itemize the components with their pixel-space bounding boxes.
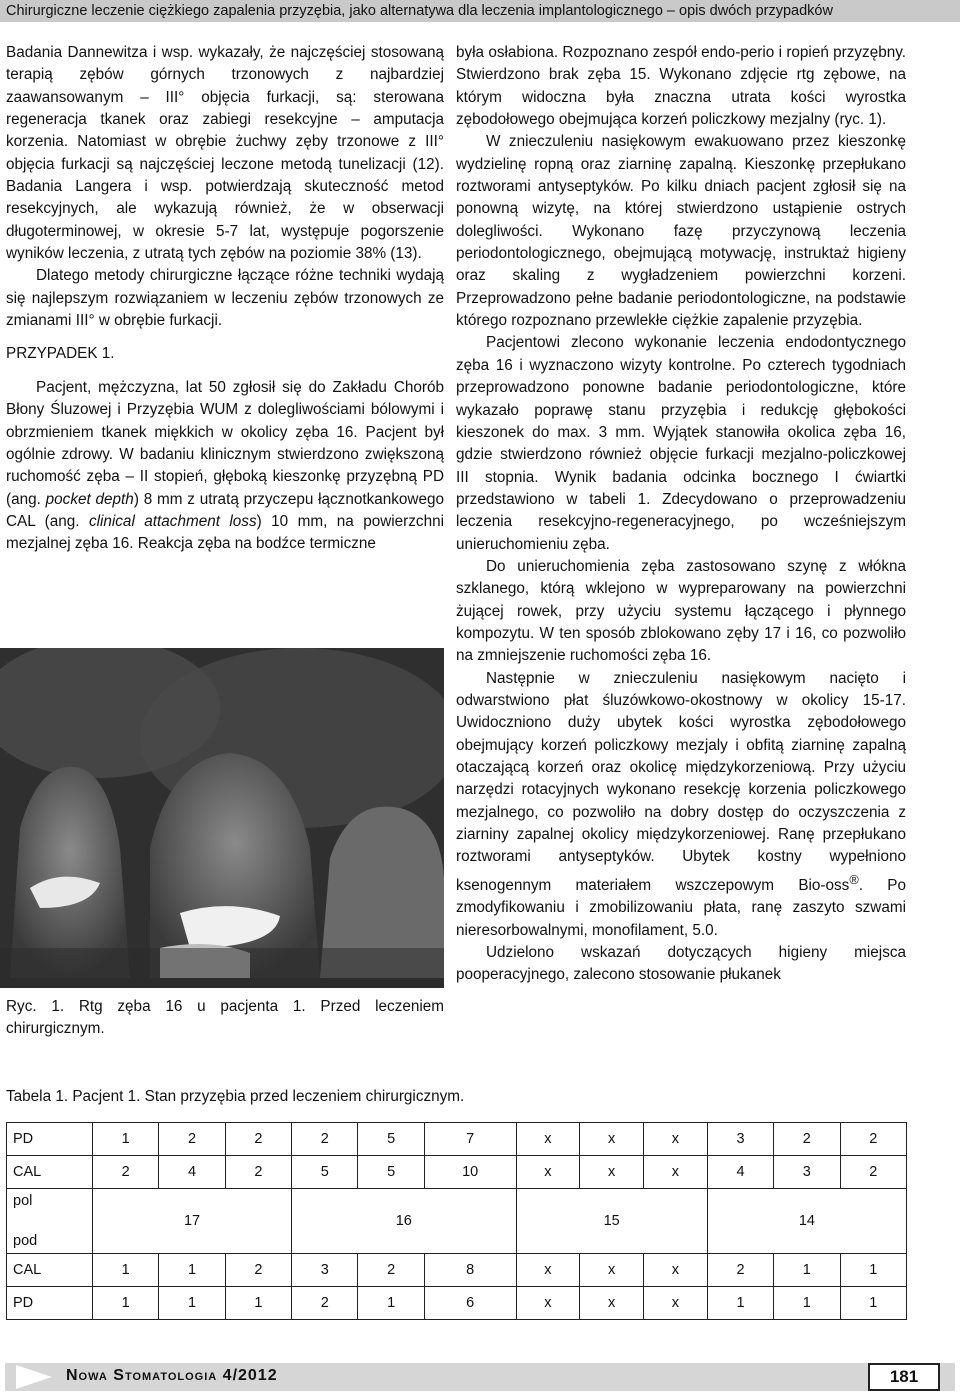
table-cell: x <box>644 1287 708 1320</box>
page-number: 181 <box>868 1363 940 1391</box>
right-column <box>456 42 906 987</box>
tooth-number: 15 <box>516 1189 707 1254</box>
table-cell: 2 <box>225 1123 291 1156</box>
table-row <box>7 1156 907 1189</box>
table-cell: 1 <box>93 1123 159 1156</box>
arrow-icon <box>16 1365 52 1389</box>
table-cell: x <box>644 1123 708 1156</box>
table-cell: 3 <box>292 1254 358 1287</box>
table-cell: 1 <box>840 1254 906 1287</box>
running-title: Chirurgiczne leczenie ciężkiego zapalenia przyzębia, jako alternatywa dla leczenia implantologicznego – opis dwóch przypadków <box>6 3 833 19</box>
registered-mark: ® <box>849 871 859 887</box>
table-cell: 7 <box>424 1123 516 1156</box>
row-label: CAL <box>7 1156 93 1189</box>
paragraph: Pacjentowi zlecono wykonanie leczenia endodontycznego zęba 16 i wyznaczono wizyty kontrolne. Po czterech tygodniach przeprowadzono ponowne badanie periodontologiczne, które wykazało poprawę stanu przyzębia i redukcję głębokości kieszonek do max. 3 mm. Wyjątek stanowiła okolica zęba 16, gdzie stwierdzono również objęcie furkacji mezjalno-policzkowej III stopnia. Wynik badania odcinka bocznego I ćwiartki przedstawiono w tabeli 1. Zdecydowano o przeprowadzeniu leczenia resekcyjno-regeneracyjnego, po wcześniejszym unieruchomieniu zęba. <box>456 334 906 553</box>
table-cell: 5 <box>358 1156 424 1189</box>
table-cell: 2 <box>774 1123 840 1156</box>
table-cell: 3 <box>707 1123 773 1156</box>
table-cell: 1 <box>93 1254 159 1287</box>
paragraph: była osłabiona. Rozpoznano zespół endo-perio i ropień przyzębny. Stwierdzono brak zęba 15. Wykonano zdjęcie rtg zębowe, na którym widoczna była znaczna utrata kości wyrostka zębodołowego obejmująca korzeń policzkowy mezjalny (ryc. 1). <box>456 44 906 129</box>
table-cell: 4 <box>707 1156 773 1189</box>
table-cell: x <box>644 1156 708 1189</box>
table-cell: 2 <box>840 1156 906 1189</box>
table-cell: 1 <box>358 1287 424 1320</box>
table-cell: 2 <box>292 1287 358 1320</box>
periodontal-table <box>6 1122 907 1320</box>
paragraph: Badania Dannewitza i wsp. wykazały, że najczęściej stosowaną terapią zębów górnych trzonowych z najbardziej zaawansowanym – III° objęcia furkacji, są: sterowana regeneracja tkanek oraz zabiegi resekcyjne – amputacja korzenia. Natomiast w obrębie żuchwy zęby trzonowe z III° objęcia furkacji są najczęściej leczone metodą tunelizacji (12). Badania Langera i wsp. potwierdzają skuteczność metod resekcyjnych, ale wykazują również, że w obserwacji długoterminowej, w okresie 5-7 lat, występuje pogorszenie wyników leczenia, z utratą tych zębów na poziomie 38% (13). <box>6 44 444 263</box>
table-cell: 2 <box>840 1123 906 1156</box>
table-cell: 10 <box>424 1156 516 1189</box>
table-cell: x <box>516 1123 580 1156</box>
table-cell: 2 <box>225 1156 291 1189</box>
table-cell: x <box>580 1123 644 1156</box>
case-paragraph: Pacjent, mężczyzna, lat 50 zgłosił się do Zakładu Chorób Błony Śluzowej i Przyzębia WUM z dolegliwościami bólowymi i obrzmieniem tkanek miękkich w okolicy zęba 16. Pacjent był ogólnie zdrowy. W badaniu klinicznym stwierdzono zwiększoną ruchomość zęba – II stopień, głęboką kieszonkę przyzębną PD (ang. pocket depth) 8 mm z utratą przyczepu łącznotkankowego CAL (ang. clinical attachment loss) 10 mm, na powierzchni mezjalnej zęba 16. Reakcja zęba na bodźce termiczne <box>6 378 444 553</box>
table-row <box>7 1287 907 1320</box>
running-header <box>0 0 960 22</box>
table-row <box>7 1254 907 1287</box>
paragraph: Udzielono wskazań dotyczących higieny miejsca pooperacyjnego, zalecono stosowanie płukanek <box>456 943 906 984</box>
paragraph: Do unieruchomienia zęba zastosowano szynę z włókna szklanego, którą wklejono w wypreparowany na powierzchni żującej rowek, przy użyciu systemu łączącego i płynnego kompozytu. W ten sposób zblokowano zęby 17 i 16, co pozwoliło na zmniejszenie ruchomości zęba 16. <box>456 557 906 665</box>
row-label: CAL <box>7 1254 93 1287</box>
table-cell: 2 <box>292 1123 358 1156</box>
table-cell: 8 <box>424 1254 516 1287</box>
term: pocket depth <box>45 490 134 508</box>
table-cell: 1 <box>774 1254 840 1287</box>
section-heading: PRZYPADEK 1. <box>6 345 115 363</box>
table-cell: x <box>580 1254 644 1287</box>
xray-image <box>0 648 444 988</box>
table-caption: Tabela 1. Pacjent 1. Stan przyzębia przed leczeniem chirurgicznym. <box>6 1088 465 1105</box>
table-cell: x <box>516 1254 580 1287</box>
figure-caption: Ryc. 1. Rtg zęba 16 u pacjenta 1. Przed leczeniem chirurgicznym. <box>6 998 444 1038</box>
paragraph: W znieczuleniu nasiękowym ewakuowano przez kieszonkę wydzielinę ropną oraz ziarninę zapalną. Kieszonkę przepłukano roztworami antyseptyków. Po kilku dniach pacjent zgłosił się na ponowną wizytę, na której stwierdzono ustąpienie ostrych dolegliwości. Wykonano fazę przyczynową leczenia periodontologicznego, obejmującą motywację, instruktaż higieny oraz skaling z wygładzeniem powierzchni korzeni. Przeprowadzono pełne badanie periodontologiczne, na podstawie którego rozpoznano przewlekłe ciężkie zapalenie przyzębia. <box>456 133 906 330</box>
table-cell: 5 <box>292 1156 358 1189</box>
table-cell: 1 <box>707 1287 773 1320</box>
row-label: PD <box>7 1123 93 1156</box>
row-label: PD <box>7 1287 93 1320</box>
table-cell: 5 <box>358 1123 424 1156</box>
table-cell: 4 <box>159 1156 225 1189</box>
tooth-number: 17 <box>93 1189 292 1254</box>
table-cell: 2 <box>159 1123 225 1156</box>
table-cell: 1 <box>159 1287 225 1320</box>
table-cell: x <box>644 1254 708 1287</box>
journal-title: Nowa Stomatologia 4/2012 <box>66 1367 278 1384</box>
table-cell: 3 <box>774 1156 840 1189</box>
table-row <box>7 1123 907 1156</box>
left-column <box>6 42 444 556</box>
table-cell: x <box>580 1156 644 1189</box>
table-row-teeth <box>7 1189 907 1254</box>
term: clinical attachment loss <box>88 512 257 530</box>
row-label: pol pod <box>7 1189 93 1254</box>
table-cell: x <box>580 1287 644 1320</box>
table-cell: 2 <box>225 1254 291 1287</box>
table-cell: 1 <box>774 1287 840 1320</box>
table-cell: 1 <box>840 1287 906 1320</box>
tooth-number: 16 <box>292 1189 516 1254</box>
table-cell: 6 <box>424 1287 516 1320</box>
table-cell: x <box>516 1287 580 1320</box>
table-cell: 1 <box>225 1287 291 1320</box>
table-cell: 1 <box>159 1254 225 1287</box>
paragraph: Dlatego metody chirurgiczne łączące różne techniki wydają się najlepszym rozwiązaniem w leczeniu zębów trzonowych ze zmianami III° w obrębie furkacji. <box>6 267 444 330</box>
table-cell: 1 <box>93 1287 159 1320</box>
table-cell: 2 <box>707 1254 773 1287</box>
table-cell: 2 <box>358 1254 424 1287</box>
tooth-number: 14 <box>707 1189 906 1254</box>
table-cell: 2 <box>93 1156 159 1189</box>
paragraph: Następnie w znieczuleniu nasiękowym nacięto i odwarstwiono płat śluzówkowo-okostnowy w okolicy 15-17. Uwidoczniono duży ubytek kości wyrostka zębodołowego obejmujący korzeń policzkowy mezjaly i obfitą ziarninę zapalną otaczającą korzeń oraz okolicę międzykorzeniową. Przy użyciu narzędzi rotacyjnych wykonano resekcję korzenia policzkowego mezjalnego, co pozwoliło na dobry dostęp do oczyszczenia z ziarniny zapalnej okolicy międzykorzeniowej. Ranę przepłukano roztworami antyseptyków. Ubytek kostny wypełniono ksenogennym materiałem wszczepowym Bio-oss®. Po zmodyfikowaniu i zmobilizowaniu płata, ranę zaszyto szwami nieresorbowalnymi, monofilament, 5.0. <box>456 669 906 939</box>
table-cell: x <box>516 1156 580 1189</box>
